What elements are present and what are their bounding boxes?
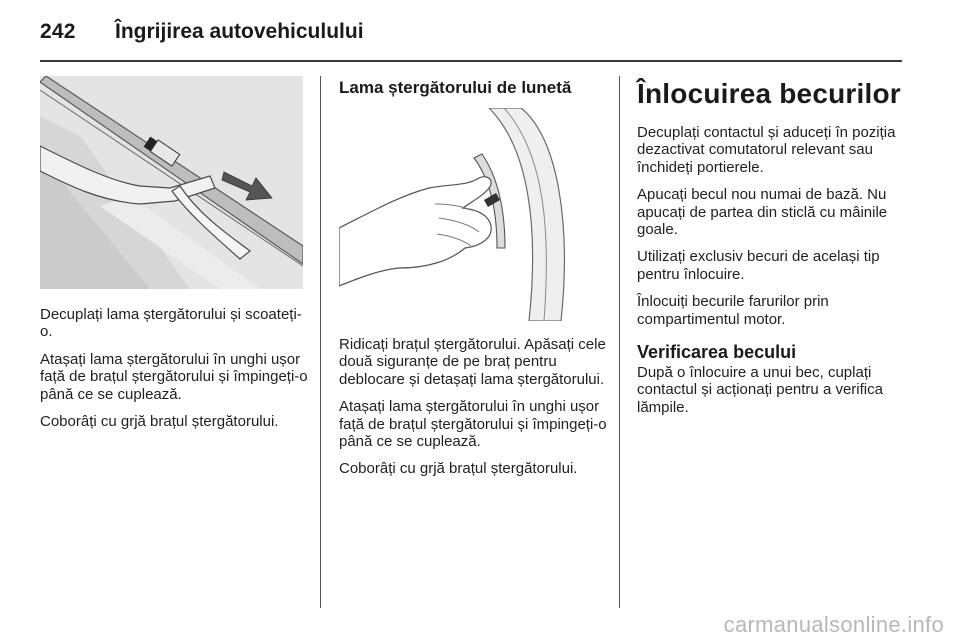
column-2-text [339,336,611,488]
column-3 [637,78,903,426]
page-number: 242 [40,20,76,43]
paragraph: Atașați lama ștergătorului în unghi ușor față de brațul ștergătorului și împingeți-o până ce se cuplează. [40,350,308,403]
page-header [40,14,902,56]
section-heading: Lama ștergătorului de lunetă [339,78,572,97]
subsection-heading: Verificarea becului [637,342,797,363]
paragraph: Coborâți cu grjă brațul ștergătorului. [40,413,279,431]
wiper-blade-removal-illustration-icon [40,76,303,289]
rear-wiper-hand-illustration-icon [339,108,602,321]
paragraph: Coborâți cu grjă brațul ștergătorului. [339,460,578,478]
paragraph: Înlocuiți becurile farurilor prin compartimentul motor. [637,293,829,328]
paragraph: Ridicați brațul ștergătorului. Apăsați cele două siguranțe de pe braț pentru deblocare și detașați lama ștergătorului. [339,336,606,388]
paragraph: Decuplați lama ștergătorului și scoateți-o. [40,306,302,341]
paragraph: După o înlocuire a unui bec, cuplați contactul și acționați pentru a verifica lămpile. [637,364,883,416]
header-rule [40,60,902,62]
paragraph: Decuplați contactul și aduceți în poziția dezactivat comutatorul relevant sau închideți portierele. [637,124,896,176]
chapter-title: Îngrijirea autovehiculului [115,20,364,43]
section-title: Înlocuirea becurilor [637,78,901,109]
paragraph: Utilizați exclusiv becuri de același tip pentru înlocuire. [637,248,880,283]
column-2-heading [339,78,609,98]
paragraph: Atașați lama ștergătorului în unghi ușor față de brațul ștergătorului și împingeți-o până ce se cuplează. [339,398,607,451]
watermark: carmanualsonline.info [723,612,944,637]
column-divider-1 [320,76,321,608]
column-divider-2 [619,76,620,608]
column-1-text [40,306,310,440]
paragraph: Apucați becul nou numai de bază. Nu apucați de partea din sticlă cu mâinile goale. [637,186,888,239]
